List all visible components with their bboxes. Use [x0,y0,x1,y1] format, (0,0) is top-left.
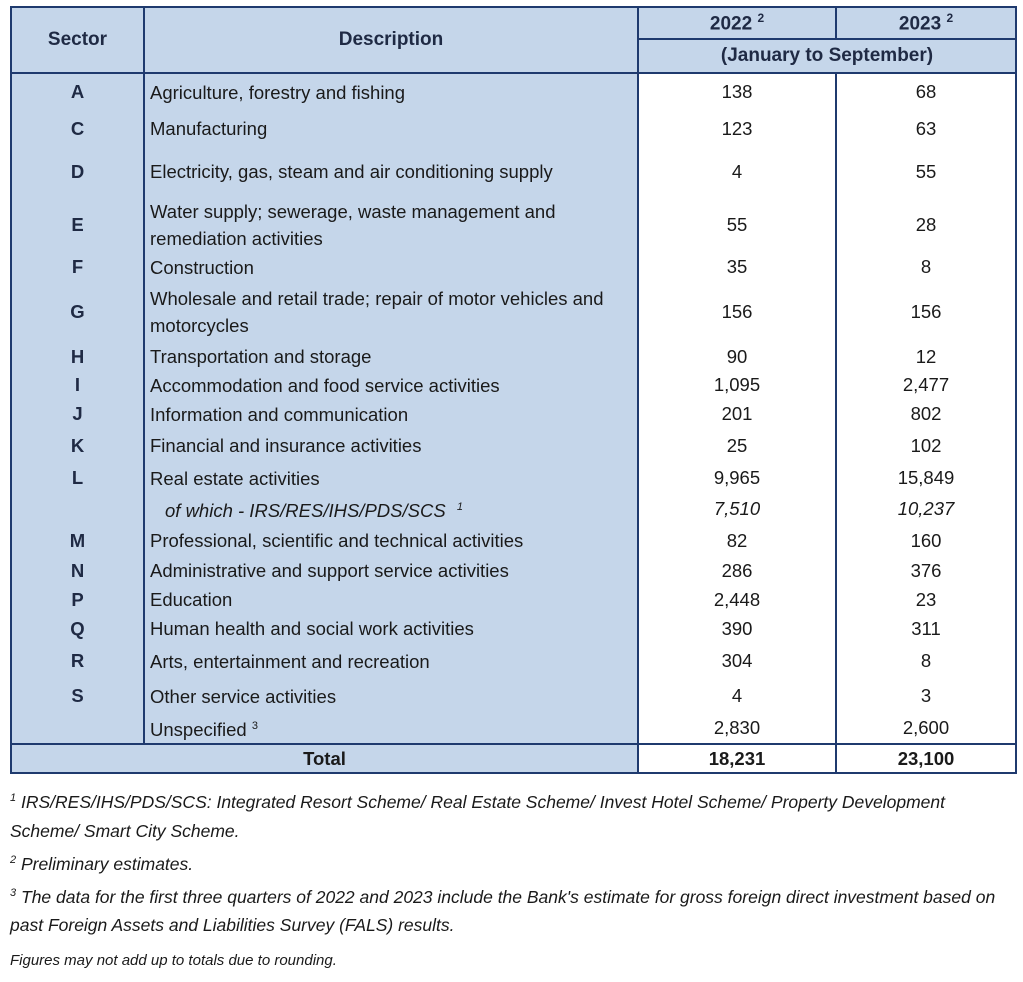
table-row [11,679,1016,713]
table-row [11,463,1016,493]
sector-code: G [11,281,144,343]
value-2023: 2,477 [836,370,1016,400]
total-row [11,744,1016,773]
sector-description-text: Real estate activities [150,467,320,489]
header-year-2023-label: 2023 [898,13,942,35]
sector-description-text: Financial and insurance activities [150,435,422,456]
table-row [11,525,1016,556]
sector-code: Q [11,614,144,643]
value-2022: 90 [638,343,836,370]
table-body [11,73,1016,773]
table-row [11,147,1016,196]
value-2022: 138 [638,73,836,110]
sector-description [144,428,638,463]
header-sector: Sector [11,7,144,73]
sector-code: F [11,253,144,281]
sector-description [144,556,638,585]
sector-code: I [11,370,144,400]
sector-description-text: Unspecified [150,719,247,741]
table-row [11,400,1016,428]
sector-description-text: Water supply; sewerage, waste management and remediation activities [150,200,556,249]
value-2023: 12 [836,343,1016,370]
sector-code [11,713,144,744]
sector-description-text: Agriculture, forestry and fishing [150,81,406,103]
value-2022: 2,448 [638,585,836,614]
table-row [11,253,1016,281]
sector-code: C [11,110,144,147]
sector-description-text: Other service activities [150,685,337,707]
sector-description-text: Wholesale and retail trade; repair of motor vehicles and motorcycles [150,288,604,336]
sector-description [144,343,638,370]
sector-code: M [11,525,144,556]
sector-code: H [11,343,144,370]
table-row [11,493,1016,525]
value-2022: 7,510 [638,493,836,525]
value-2023: 3 [836,679,1016,713]
sector-code: S [11,679,144,713]
table-row [11,643,1016,679]
value-2023: 23 [836,585,1016,614]
value-2022: 2,830 [638,713,836,744]
fdi-by-sector-table [10,6,1017,774]
table-row [11,73,1016,110]
sector-description [144,643,638,679]
sector-code: N [11,556,144,585]
footnote-number: 3 [10,886,17,899]
sector-description [144,110,638,147]
sector-description [144,73,638,110]
footnote-marker: 1 [456,500,463,513]
sector-description-text: Professional, scientific and technical activities [150,530,524,551]
sector-code: D [11,147,144,196]
header-year-2022 [638,7,836,39]
footnote [10,784,1015,846]
sector-code: A [11,73,144,110]
sector-description-text: Manufacturing [150,118,268,139]
value-2022: 390 [638,614,836,643]
value-2022: 286 [638,556,836,585]
sector-description-text: Human health and social work activities [150,618,474,639]
sector-description-text: Administrative and support service activities [150,560,509,581]
sector-description-text: Construction [150,256,254,278]
sector-description-text: Information and communication [150,403,409,425]
sector-code [11,493,144,525]
value-2022: 35 [638,253,836,281]
footnote-text: IRS/RES/IHS/PDS/SCS: Integrated Resort Scheme/ Real Estate Scheme/ Invest Hotel Scheme/ Property Development Scheme/ Smart City Scheme. [10,791,946,841]
value-2023: 802 [836,400,1016,428]
sector-description [144,493,638,525]
value-2023: 63 [836,110,1016,147]
value-2023: 160 [836,525,1016,556]
sector-description-text: Transportation and storage [150,346,372,367]
sector-description [144,196,638,253]
value-2023: 68 [836,73,1016,110]
value-2023: 376 [836,556,1016,585]
table-row [11,428,1016,463]
table-row [11,196,1016,253]
sector-description [144,400,638,428]
sector-description-text: Electricity, gas, steam and air conditioning supply [150,161,553,182]
sector-code: K [11,428,144,463]
value-2023: 15,849 [836,463,1016,493]
value-2023: 55 [836,147,1016,196]
sector-description-text: of which - IRS/RES/IHS/PDS/SCS [165,500,446,522]
value-2023: 28 [836,196,1016,253]
sector-description [144,147,638,196]
value-2023: 10,237 [836,493,1016,525]
sector-description [144,614,638,643]
value-2022: 123 [638,110,836,147]
header-year-2023 [836,7,1016,39]
footnote-marker: 3 [251,720,258,732]
sector-description [144,525,638,556]
fdi-table-container [10,6,1013,774]
value-2023: 156 [836,281,1016,343]
value-2023: 311 [836,614,1016,643]
footnote-number: 1 [10,792,17,804]
sector-code: L [11,463,144,493]
table-row [11,281,1016,343]
sector-description [144,585,638,614]
sector-description-text: Arts, entertainment and recreation [150,650,430,672]
table-row [11,110,1016,147]
value-2022: 55 [638,196,836,253]
table-row [11,614,1016,643]
total-label: Total [11,744,638,773]
value-2022: 82 [638,525,836,556]
value-2022: 156 [638,281,836,343]
value-2022: 1,095 [638,370,836,400]
sector-description-text: Accommodation and food service activities [150,374,500,396]
footnote [10,846,1015,879]
value-2022: 304 [638,643,836,679]
value-2022: 4 [638,147,836,196]
table-row [11,585,1016,614]
header-description: Description [144,7,638,73]
rounding-note: Figures may not add up to totals due to rounding. [10,952,337,969]
value-2022: 4 [638,679,836,713]
value-2023: 102 [836,428,1016,463]
footnotes [10,784,1015,940]
table-row [11,713,1016,744]
total-2023: 23,100 [836,744,1016,773]
total-2022: 18,231 [638,744,836,773]
sector-description [144,679,638,713]
sector-code: E [11,196,144,253]
value-2023: 2,600 [836,713,1016,744]
header-period: (January to September) [638,39,1016,73]
value-2022: 201 [638,400,836,428]
footnote [10,879,1015,941]
value-2022: 25 [638,428,836,463]
sector-description-text: Education [150,589,233,610]
footnote-text: The data for the first three quarters of 2022 and 2023 include the Bank's estimate for gross foreign direct investment based on past Foreign Assets and Liabilities Survey (FALS) results. [10,886,996,936]
footnote-text: Preliminary estimates. [21,853,194,874]
header-year-2022-note: 2 [757,10,765,25]
header-year-2022-label: 2022 [709,13,753,35]
sector-description [144,281,638,343]
sector-code: J [11,400,144,428]
sector-description [144,370,638,400]
sector-code: R [11,643,144,679]
sector-description [144,253,638,281]
table-row [11,343,1016,370]
table-row [11,370,1016,400]
footnote-number: 2 [10,853,17,866]
sector-description [144,463,638,493]
value-2022: 9,965 [638,463,836,493]
sector-code: P [11,585,144,614]
header-year-2023-note: 2 [946,10,954,25]
table-row [11,556,1016,585]
sector-description [144,713,638,744]
value-2023: 8 [836,253,1016,281]
value-2023: 8 [836,643,1016,679]
